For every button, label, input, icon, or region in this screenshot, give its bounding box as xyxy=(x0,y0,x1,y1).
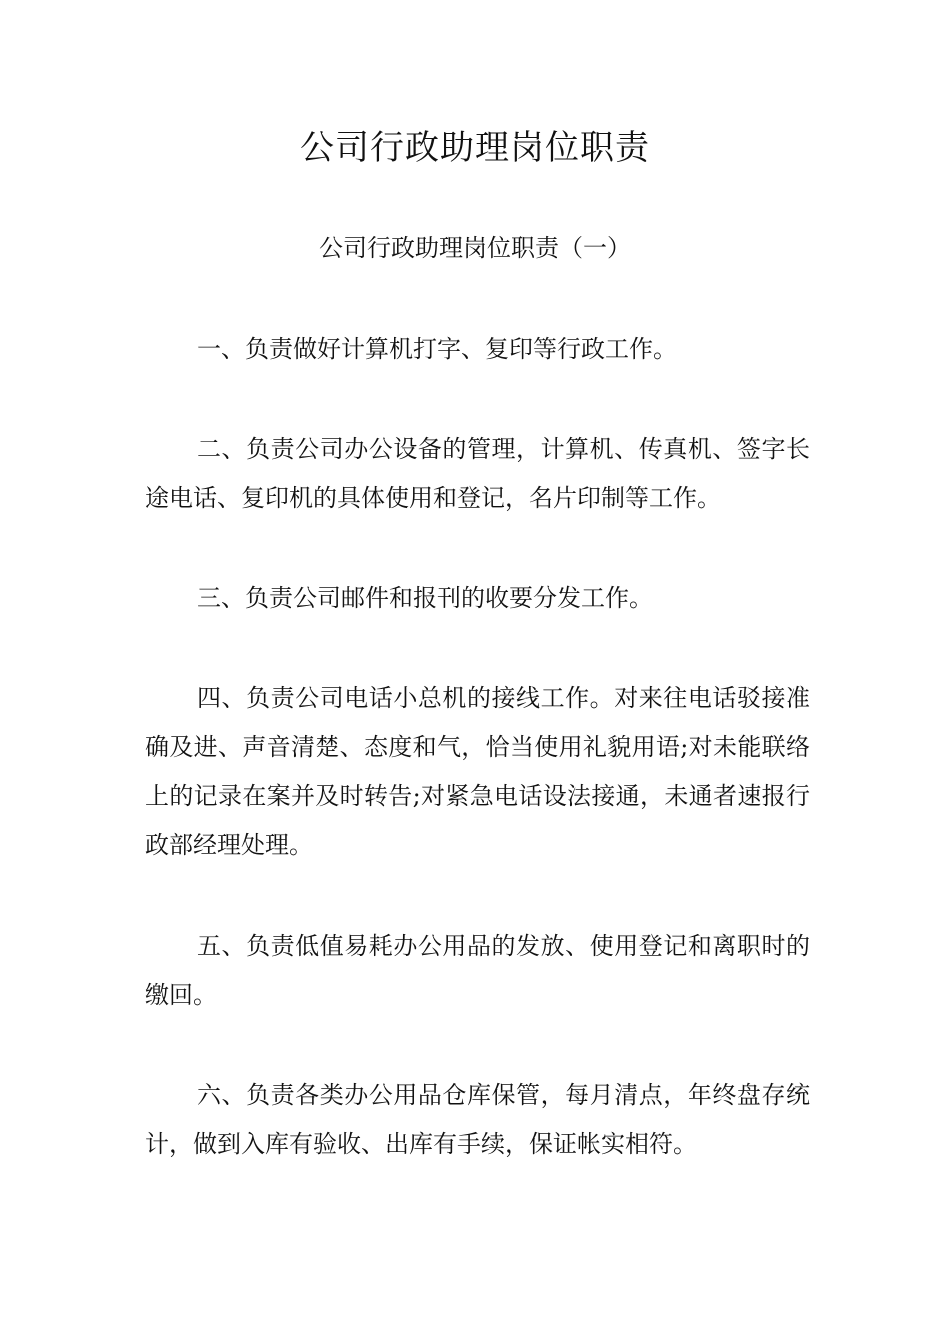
document-subtitle: 公司行政助理岗位职责（一） xyxy=(319,234,631,262)
duty-paragraph-5: 五、负责低值易耗办公用品的发放、使用登记和离职时的缴回。 xyxy=(145,932,810,1009)
duty-paragraph-3: 三、负责公司邮件和报刊的收要分发工作。 xyxy=(197,584,653,612)
duty-paragraph-4: 四、负责公司电话小总机的接线工作。对来往电话驳接准确及进、声音清楚、态度和气，恰当使用礼貌用语;对未能联络上的记录在案并及时转告;对紧急电话设法接通，未通者速报行政部经理处理。 xyxy=(145,684,810,859)
duty-paragraph-2: 二、负责公司办公设备的管理，计算机、传真机、签字长途电话、复印机的具体使用和登记，名片印制等工作。 xyxy=(145,435,810,512)
duty-paragraph-1: 一、负责做好计算机打字、复印等行政工作。 xyxy=(197,335,677,363)
document-title: 公司行政助理岗位职责 xyxy=(300,128,650,168)
duty-paragraph-6: 六、负责各类办公用品仓库保管，每月清点，年终盘存统计，做到入库有验收、出库有手续，保证帐实相符。 xyxy=(145,1081,810,1158)
